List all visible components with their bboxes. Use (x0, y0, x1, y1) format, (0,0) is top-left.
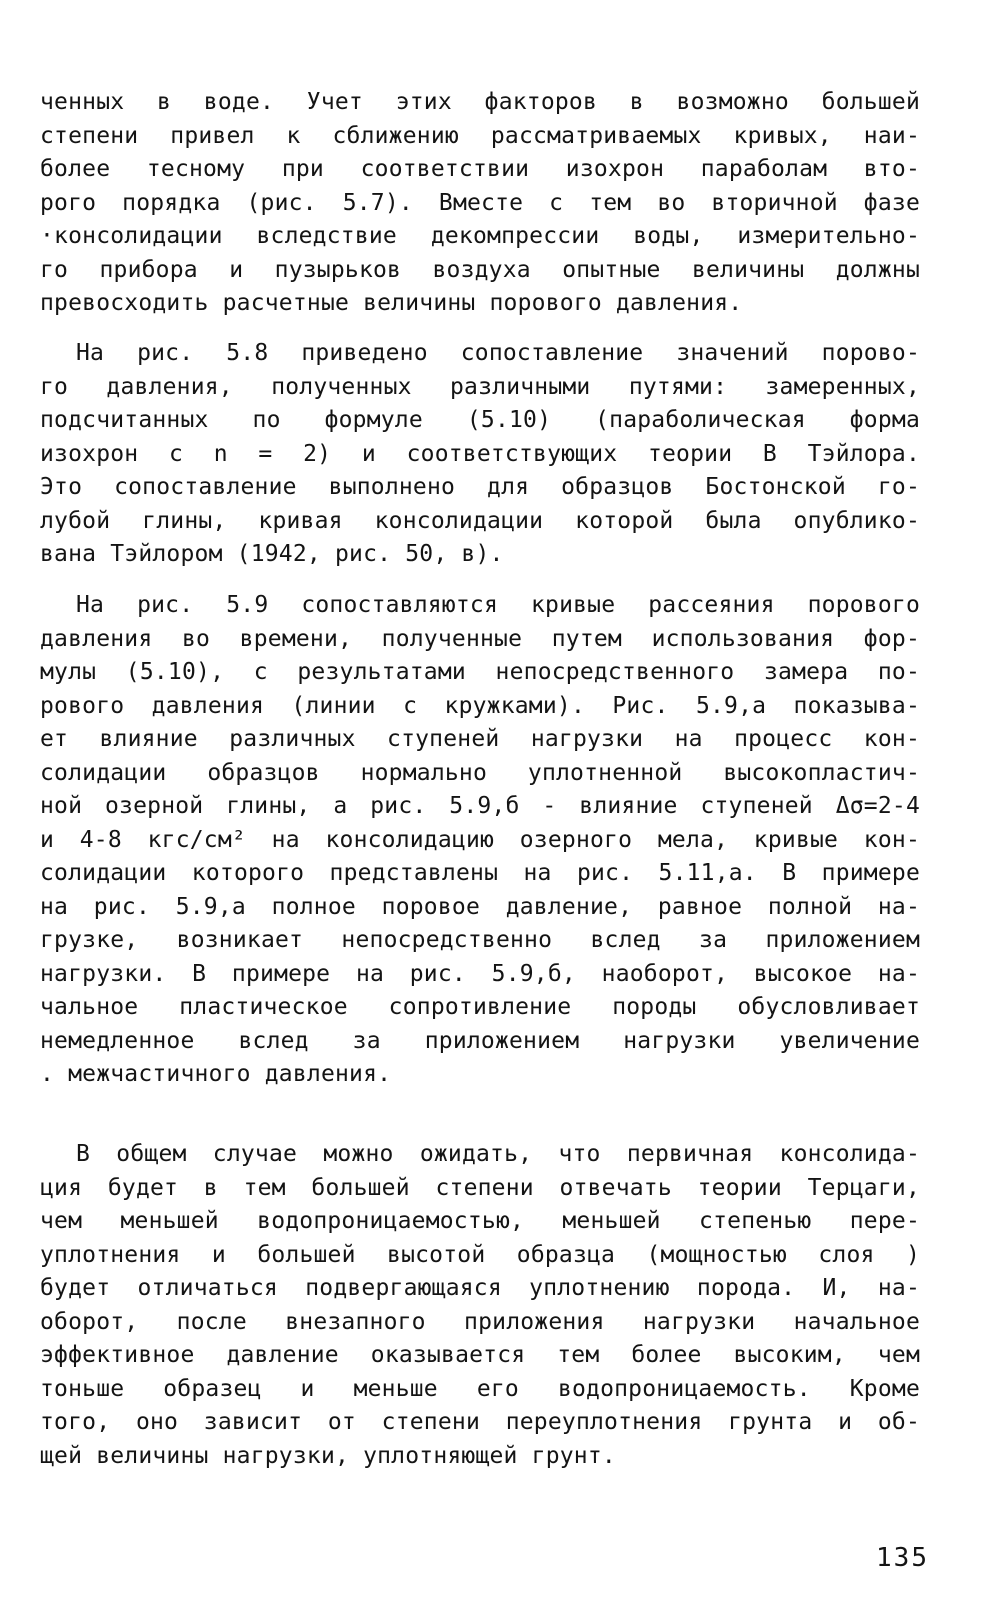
text-line: рого порядка (рис. 5.7). Вместе с тем во вторичной фазе (40, 189, 920, 216)
text-line: рового давления (линии с кружками). Рис. 5.9,а показыва- (40, 692, 920, 719)
paragraph-1 (40, 86, 920, 321)
paragraph-2 (40, 337, 920, 572)
text-line: ченных в воде. Учет этих факторов в возможно большей (40, 89, 920, 115)
text-line: того, оно зависит от степени переуплотнения грунта и об- (40, 1409, 920, 1435)
text-line: немедленное вслед за приложением нагрузки увеличение (40, 1027, 920, 1054)
text-line: нагрузки. В примере на рис. 5.9,б, наоборот, высокое на- (40, 960, 920, 987)
text-line: ет влияние различных ступеней нагрузки на процесс кон- (40, 726, 920, 752)
text-line: грузке, возникает непосредственно вслед за приложением (40, 927, 920, 953)
text-line: степени привел к сближению рассматриваемых кривых, наи- (40, 122, 920, 149)
text-line: На рис. 5.8 приведено сопоставление значений порово- (76, 340, 920, 366)
text-line: ной озерной глины, а рис. 5.9,б - влияние ступеней Δσ=2-4 (40, 793, 920, 819)
text-line: ·консолидации вследствие декомпрессии воды, измерительно- (40, 223, 920, 249)
paragraph-4 (40, 1138, 920, 1473)
text-line: давления во времени, полученные путем использования фор- (40, 625, 920, 652)
text-line: превосходить расчетные величины порового давления. (40, 290, 743, 316)
text-line: более тесному при соответствии изохрон параболам вто- (40, 156, 920, 182)
text-line: вана Тэйлором (1942, рис. 50, в). (40, 541, 504, 567)
text-line: щей величины нагрузки, уплотняющей грунт. (40, 1442, 616, 1469)
text-line: го давления, полученных различными путями: замеренных, (40, 373, 920, 400)
text-line: изохрон с n = 2) и соответствующих теории В Тэйлора. (40, 440, 920, 467)
text-line: на рис. 5.9,а полное поровое давление, равное полной на- (40, 893, 920, 920)
text-line: солидации которого представлены на рис. 5.11,а. В примере (40, 860, 920, 886)
text-line: Это сопоставление выполнено для образцов Бостонской го- (40, 474, 920, 500)
text-line: В общем случае можно ожидать, что первичная консолида- (76, 1141, 920, 1167)
text-line: солидации образцов нормально уплотненной высокопластич- (40, 759, 920, 786)
text-line: эффективное давление оказывается тем более высоким, чем (40, 1342, 920, 1368)
text-line: и 4-8 кгс/см² на консолидацию озерного мела, кривые кон- (40, 826, 920, 853)
text-line: го прибора и пузырьков воздуха опытные величины должны (40, 256, 920, 283)
text-line: На рис. 5.9 сопоставляются кривые рассеяния порового (76, 592, 920, 618)
text-line: ция будет в тем большей степени отвечать теории Терцаги, (40, 1174, 920, 1201)
text-line: тоньше образец и меньше его водопроницаемость. Кроме (40, 1375, 920, 1402)
text-line: . межчастичного давления. (40, 1061, 392, 1087)
text-line: уплотнения и большей высотой образца (мощностью слоя ) (40, 1241, 920, 1268)
text-line: будет отличаться подвергающаяся уплотнению порода. И, на- (40, 1275, 920, 1301)
text-line: мулы (5.10), с результатами непосредственного замера по- (40, 659, 920, 685)
text-line: оборот, после внезапного приложения нагрузки начальное (40, 1308, 920, 1335)
paragraph-3 (40, 589, 920, 1092)
text-line: лубой глины, кривая консолидации которой была опублико- (40, 507, 920, 534)
page-number: 135 (876, 1543, 929, 1573)
text-line: чальное пластическое сопротивление породы обусловливает (40, 994, 920, 1020)
text-line: чем меньшей водопроницаемостью, меньшей степенью пере- (40, 1208, 920, 1234)
text-line: подсчитанных по формуле (5.10) (параболическая форма (40, 407, 920, 433)
